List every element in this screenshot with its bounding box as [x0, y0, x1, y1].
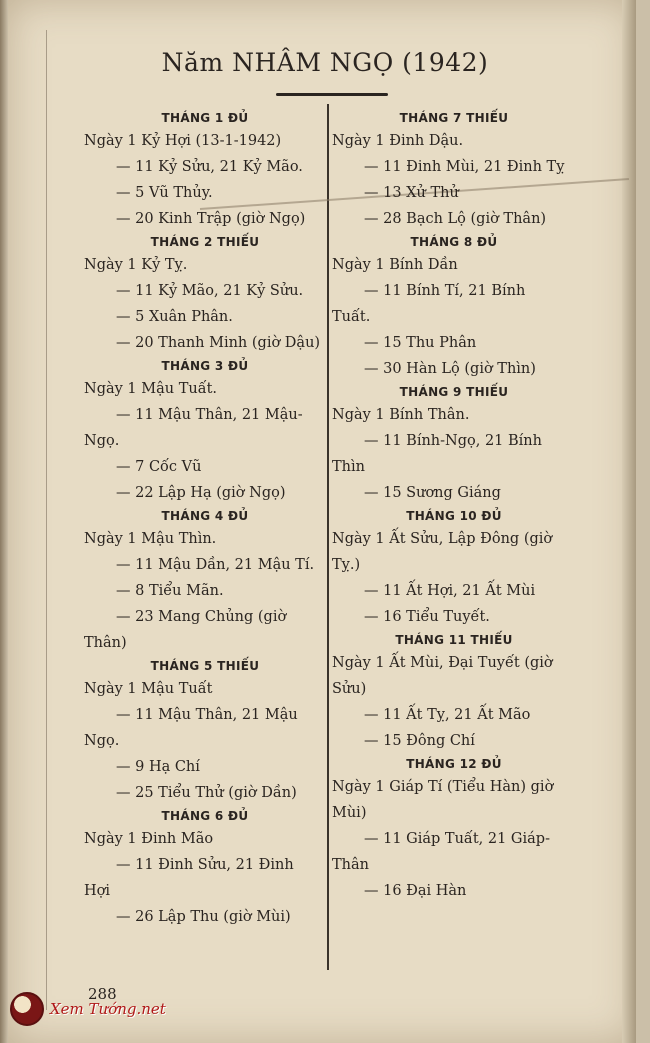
entry-line: — 11 Mậu Thân, 21 Mậu-	[116, 407, 303, 423]
entry-line: — 15 Sương Giáng	[364, 485, 501, 501]
entry-line: — 11 Kỷ Sửu, 21 Kỷ Mão.	[116, 159, 303, 175]
first-day-line: Ngày 1 Bính Dần	[332, 257, 458, 273]
month-block	[332, 382, 576, 506]
first-day-line: Ngày 1 Bính Thân.	[332, 407, 470, 423]
entry-line: — 11 Ất Tỵ, 21 Ất Mão	[364, 707, 531, 723]
page-title: Năm NHÂM NGỌ (1942)	[161, 48, 489, 77]
month-heading: THÁNG 4 ĐỦ	[161, 509, 249, 523]
entry-line: — 15 Thu Phân	[364, 335, 477, 351]
title-underline	[276, 93, 388, 96]
first-day-line: Ngày 1 Mậu Tuất	[84, 681, 213, 697]
continuation-line: Ngọ.	[84, 733, 120, 749]
month-block	[332, 108, 576, 232]
month-block	[332, 754, 576, 904]
month-heading: THÁNG 9 THIẾU	[399, 385, 509, 399]
entry-line: — 28 Bạch Lộ (giờ Thân)	[364, 211, 547, 227]
month-block	[84, 506, 326, 656]
first-day-line: Ngày 1 Đinh Dậu.	[332, 133, 464, 149]
continuation-line: Ngọ.	[84, 433, 120, 449]
continuation-line: Thìn	[332, 459, 365, 475]
entry-line: — 13 Xử Thử	[364, 185, 459, 201]
entry-line: — 20 Thanh Minh (giờ Dậu)	[116, 335, 321, 351]
continuation-line: Hợi	[84, 883, 111, 899]
month-heading: THÁNG 3 ĐỦ	[161, 359, 249, 373]
entry-line: — 11 Đinh Sửu, 21 Đinh	[116, 857, 294, 873]
month-heading: THÁNG 2 THIẾU	[150, 235, 260, 249]
first-day-line: Ngày 1 Mậu Thìn.	[84, 531, 217, 547]
page-gutter-left	[0, 0, 8, 1043]
entry-line: — 5 Xuân Phân.	[116, 309, 233, 325]
month-heading: THÁNG 12 ĐỦ	[406, 757, 502, 771]
entry-line: — 26 Lập Thu (giờ Mùi)	[116, 909, 291, 925]
first-day-line: Ngày 1 Đinh Mão	[84, 831, 214, 847]
month-block	[84, 656, 326, 806]
page-edge-right	[622, 0, 636, 1043]
entry-line: — 20 Kinh Trập (giờ Ngọ)	[116, 211, 306, 227]
continuation-line: Thân)	[84, 635, 127, 651]
entry-line: — 25 Tiểu Thử (giờ Dần)	[116, 785, 297, 801]
month-block	[84, 232, 326, 356]
entry-line: — 30 Hàn Lộ (giờ Thìn)	[364, 361, 536, 377]
right-column	[332, 108, 576, 904]
entry-line: — 9 Hạ Chí	[116, 759, 200, 775]
yin-yang-icon	[10, 992, 44, 1026]
entry-line: — 22 Lập Hạ (giờ Ngọ)	[116, 485, 286, 501]
entry-line: — 11 Giáp Tuất, 21 Giáp-	[364, 831, 550, 847]
entry-line: — 11 Bính-Ngọ, 21 Bính	[364, 433, 542, 449]
continuation-line: Tuất.	[332, 309, 371, 325]
entry-line: — 7 Cốc Vũ	[116, 459, 202, 475]
entry-line: — 15 Đông Chí	[364, 733, 475, 749]
entry-line: — 11 Đinh Mùi, 21 Đinh Tỵ	[364, 159, 565, 175]
entry-line: — 8 Tiểu Mãn.	[116, 583, 224, 599]
left-column	[84, 108, 326, 930]
entry-line: — 5 Vũ Thủy.	[116, 185, 213, 201]
month-heading: THÁNG 10 ĐỦ	[406, 509, 502, 523]
continuation-line: Mùi)	[332, 805, 367, 821]
first-day-line: Ngày 1 Kỷ Tỵ.	[84, 257, 188, 273]
continuation-line: Thân	[332, 857, 369, 873]
month-heading: THÁNG 7 THIẾU	[399, 111, 509, 125]
page-number: 288	[88, 985, 117, 1003]
entry-line: — 16 Tiểu Tuyết.	[364, 609, 490, 625]
first-day-line: Ngày 1 Mậu Tuất.	[84, 381, 218, 397]
month-block	[84, 108, 326, 232]
month-block	[84, 356, 326, 506]
first-day-line: Ngày 1 Giáp Tí (Tiểu Hàn) giờ	[332, 779, 554, 795]
month-block	[332, 630, 576, 754]
continuation-line: Sửu)	[332, 681, 367, 697]
month-block	[84, 806, 326, 930]
column-divider	[327, 104, 329, 970]
margin-line	[46, 30, 47, 1010]
month-heading: THÁNG 1 ĐỦ	[161, 111, 249, 125]
month-block	[332, 232, 576, 382]
month-block	[332, 506, 576, 630]
month-heading: THÁNG 5 THIẾU	[150, 659, 260, 673]
month-heading: THÁNG 11 THIẾU	[395, 633, 513, 647]
month-heading: THÁNG 6 ĐỦ	[161, 809, 249, 823]
entry-line: — 11 Bính Tí, 21 Bính	[364, 283, 526, 299]
logo-text: Xem Tướng.net	[50, 1000, 166, 1018]
first-day-line: Ngày 1 Ất Sửu, Lập Đông (giờ	[332, 531, 553, 547]
entry-line: — 11 Kỷ Mão, 21 Kỷ Sửu.	[116, 283, 304, 299]
entry-line: — 16 Đại Hàn	[364, 883, 467, 899]
site-logo[interactable]	[10, 990, 185, 1028]
first-day-line: Ngày 1 Kỷ Hợi (13-1-1942)	[84, 133, 282, 149]
entry-line: — 11 Mậu Thân, 21 Mậu	[116, 707, 298, 723]
entry-line: — 11 Ất Hợi, 21 Ất Mùi	[364, 583, 536, 599]
month-heading: THÁNG 8 ĐỦ	[410, 235, 498, 249]
first-day-line: Ngày 1 Ất Mùi, Đại Tuyết (giờ	[332, 655, 553, 671]
entry-line: — 11 Mậu Dần, 21 Mậu Tí.	[116, 557, 315, 573]
continuation-line: Tỵ.)	[332, 557, 361, 573]
entry-line: — 23 Mang Chủng (giờ	[116, 609, 287, 625]
